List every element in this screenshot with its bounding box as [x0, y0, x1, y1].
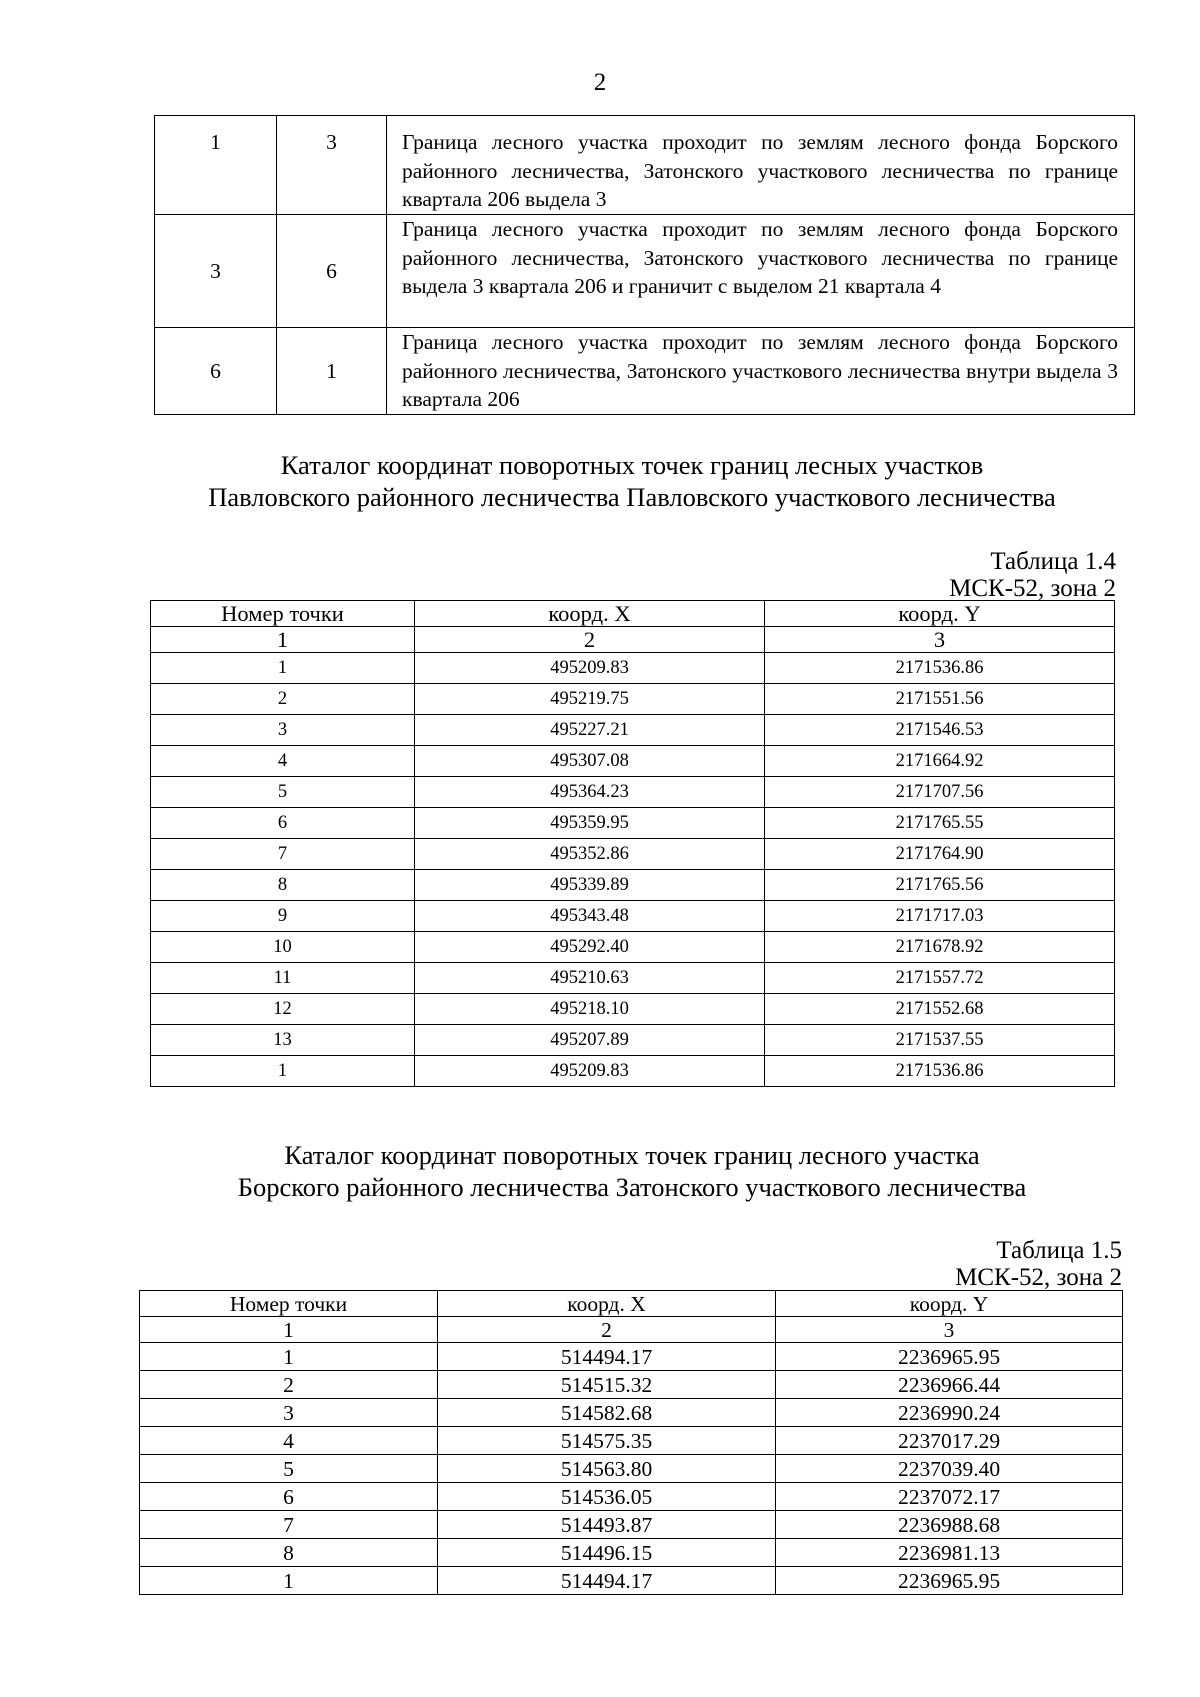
table-row — [151, 870, 1115, 901]
table-label: Таблица 1.4 — [990, 548, 1116, 575]
page-number: 2 — [593, 69, 607, 96]
y-coordinate-cell: 2236965.95 — [776, 1567, 1123, 1595]
column-number: 1 — [151, 627, 415, 653]
table-row — [140, 1483, 1123, 1511]
x-coordinate-cell: 514575.35 — [438, 1427, 776, 1455]
table-row — [151, 994, 1115, 1025]
y-coordinate-cell: 2236965.95 — [776, 1343, 1123, 1371]
point-number-cell: 5 — [140, 1455, 438, 1483]
point-number-cell: 8 — [140, 1539, 438, 1567]
column-number: 2 — [438, 1317, 776, 1343]
point-number-cell: 11 — [151, 963, 415, 994]
table-row — [140, 1371, 1123, 1399]
point-number-cell: 7 — [151, 839, 415, 870]
table-row — [140, 1567, 1123, 1595]
table-row — [155, 328, 1135, 415]
x-coordinate-cell: 495219.75 — [415, 684, 765, 715]
column-header: Номер точки — [151, 601, 415, 627]
coordinate-table-1-4 — [150, 600, 1115, 1087]
point-number-cell: 13 — [151, 1025, 415, 1056]
table-row — [151, 1056, 1115, 1087]
point-number-cell: 12 — [151, 994, 415, 1025]
y-coordinate-cell: 2171764.90 — [765, 839, 1115, 870]
to-point-cell: 3 — [277, 116, 387, 215]
table-row — [151, 839, 1115, 870]
point-number-cell: 2 — [140, 1371, 438, 1399]
table-row — [140, 1399, 1123, 1427]
x-coordinate-cell: 495359.95 — [415, 808, 765, 839]
y-coordinate-cell: 2236981.13 — [776, 1539, 1123, 1567]
point-number-cell: 10 — [151, 932, 415, 963]
x-coordinate-cell: 495292.40 — [415, 932, 765, 963]
y-coordinate-cell: 2171557.72 — [765, 963, 1115, 994]
table-row — [151, 715, 1115, 746]
y-coordinate-cell: 2171664.92 — [765, 746, 1115, 777]
point-number-cell: 6 — [140, 1483, 438, 1511]
y-coordinate-cell: 2171678.92 — [765, 932, 1115, 963]
x-coordinate-cell: 495227.21 — [415, 715, 765, 746]
x-coordinate-cell: 514563.80 — [438, 1455, 776, 1483]
point-number-cell: 6 — [151, 808, 415, 839]
table-row — [151, 684, 1115, 715]
column-number-row — [140, 1317, 1123, 1343]
column-header: коорд. X — [415, 601, 765, 627]
y-coordinate-cell: 2171546.53 — [765, 715, 1115, 746]
header-row — [140, 1291, 1123, 1317]
point-number-cell: 1 — [151, 653, 415, 684]
y-coordinate-cell: 2171707.56 — [765, 777, 1115, 808]
x-coordinate-cell: 495209.83 — [415, 1056, 765, 1087]
boundary-description-table — [154, 115, 1135, 415]
x-coordinate-cell: 495209.83 — [415, 653, 765, 684]
y-coordinate-cell: 2171536.86 — [765, 653, 1115, 684]
table-label: Таблица 1.5 — [996, 1237, 1122, 1264]
point-number-cell: 4 — [140, 1427, 438, 1455]
table-row — [151, 901, 1115, 932]
point-number-cell: 2 — [151, 684, 415, 715]
y-coordinate-cell: 2237072.17 — [776, 1483, 1123, 1511]
table-row — [151, 1025, 1115, 1056]
x-coordinate-cell: 495352.86 — [415, 839, 765, 870]
y-coordinate-cell: 2171717.03 — [765, 901, 1115, 932]
x-coordinate-cell: 514494.17 — [438, 1567, 776, 1595]
section-title-line: Павловского районного лесничества Павловского участкового лесничества — [208, 482, 1056, 512]
y-coordinate-cell: 2171552.68 — [765, 994, 1115, 1025]
coordinate-system-label: МСК-52, зона 2 — [955, 1264, 1122, 1291]
point-number-cell: 1 — [140, 1343, 438, 1371]
point-number-cell: 1 — [151, 1056, 415, 1087]
coordinate-system-label: МСК-52, зона 2 — [949, 575, 1116, 602]
x-coordinate-cell: 514493.87 — [438, 1511, 776, 1539]
point-number-cell: 8 — [151, 870, 415, 901]
column-number: 3 — [776, 1317, 1123, 1343]
y-coordinate-cell: 2171537.55 — [765, 1025, 1115, 1056]
y-coordinate-cell: 2171765.55 — [765, 808, 1115, 839]
x-coordinate-cell: 495307.08 — [415, 746, 765, 777]
section-title-line: Борского районного лесничества Затонского участкового лесничества — [237, 1172, 1027, 1202]
column-number-row — [151, 627, 1115, 653]
point-number-cell: 3 — [151, 715, 415, 746]
point-number-cell: 7 — [140, 1511, 438, 1539]
boundary-description-cell: Граница лесного участка проходит по землям лесного фонда Борского районного лесничества, Затонского участкового лесничества по границе квартала 206 выдела 3 — [387, 116, 1135, 215]
point-number-cell: 4 — [151, 746, 415, 777]
from-point-cell: 3 — [155, 215, 277, 328]
column-header: Номер точки — [140, 1291, 438, 1317]
table-row — [155, 116, 1135, 215]
x-coordinate-cell: 514515.32 — [438, 1371, 776, 1399]
x-coordinate-cell: 495218.10 — [415, 994, 765, 1025]
from-point-cell: 6 — [155, 328, 277, 415]
x-coordinate-cell: 495207.89 — [415, 1025, 765, 1056]
table-row — [140, 1511, 1123, 1539]
column-number: 3 — [765, 627, 1115, 653]
table-row — [151, 746, 1115, 777]
table-row — [155, 215, 1135, 328]
x-coordinate-cell: 514494.17 — [438, 1343, 776, 1371]
x-coordinate-cell: 495339.89 — [415, 870, 765, 901]
from-point-cell: 1 — [155, 116, 277, 215]
point-number-cell: 1 — [140, 1567, 438, 1595]
point-number-cell: 9 — [151, 901, 415, 932]
x-coordinate-cell: 514496.15 — [438, 1539, 776, 1567]
y-coordinate-cell: 2171536.86 — [765, 1056, 1115, 1087]
header-row — [151, 601, 1115, 627]
y-coordinate-cell: 2171765.56 — [765, 870, 1115, 901]
point-number-cell: 3 — [140, 1399, 438, 1427]
x-coordinate-cell: 514536.05 — [438, 1483, 776, 1511]
column-header: коорд. Y — [765, 601, 1115, 627]
table-row — [140, 1343, 1123, 1371]
coordinate-table-1-5 — [139, 1290, 1123, 1595]
table-row — [151, 777, 1115, 808]
x-coordinate-cell: 495210.63 — [415, 963, 765, 994]
y-coordinate-cell: 2237039.40 — [776, 1455, 1123, 1483]
column-number: 2 — [415, 627, 765, 653]
to-point-cell: 6 — [277, 215, 387, 328]
column-header: коорд. X — [438, 1291, 776, 1317]
point-number-cell: 5 — [151, 777, 415, 808]
y-coordinate-cell: 2237017.29 — [776, 1427, 1123, 1455]
table-row — [140, 1455, 1123, 1483]
column-number: 1 — [140, 1317, 438, 1343]
column-header: коорд. Y — [776, 1291, 1123, 1317]
y-coordinate-cell: 2236966.44 — [776, 1371, 1123, 1399]
x-coordinate-cell: 495343.48 — [415, 901, 765, 932]
section-title-line: Каталог координат поворотных точек границ лесного участка — [284, 1140, 980, 1170]
table-row — [140, 1427, 1123, 1455]
table-row — [151, 653, 1115, 684]
y-coordinate-cell: 2171551.56 — [765, 684, 1115, 715]
table-row — [151, 963, 1115, 994]
table-row — [140, 1539, 1123, 1567]
boundary-description-cell: Граница лесного участка проходит по землям лесного фонда Борского районного лесничества, Затонского участкового лесничества внутри выдела 3 квартала 206 — [387, 328, 1135, 415]
to-point-cell: 1 — [277, 328, 387, 415]
table-row — [151, 808, 1115, 839]
y-coordinate-cell: 2236988.68 — [776, 1511, 1123, 1539]
table-row — [151, 932, 1115, 963]
y-coordinate-cell: 2236990.24 — [776, 1399, 1123, 1427]
boundary-description-cell: Граница лесного участка проходит по землям лесного фонда Борского районного лесничества, Затонского участкового лесничества по границе выдела 3 квартала 206 и граничит с выделом 21 квартала 4 — [387, 215, 1135, 328]
x-coordinate-cell: 514582.68 — [438, 1399, 776, 1427]
section-title-line: Каталог координат поворотных точек границ лесных участков — [280, 450, 984, 480]
x-coordinate-cell: 495364.23 — [415, 777, 765, 808]
